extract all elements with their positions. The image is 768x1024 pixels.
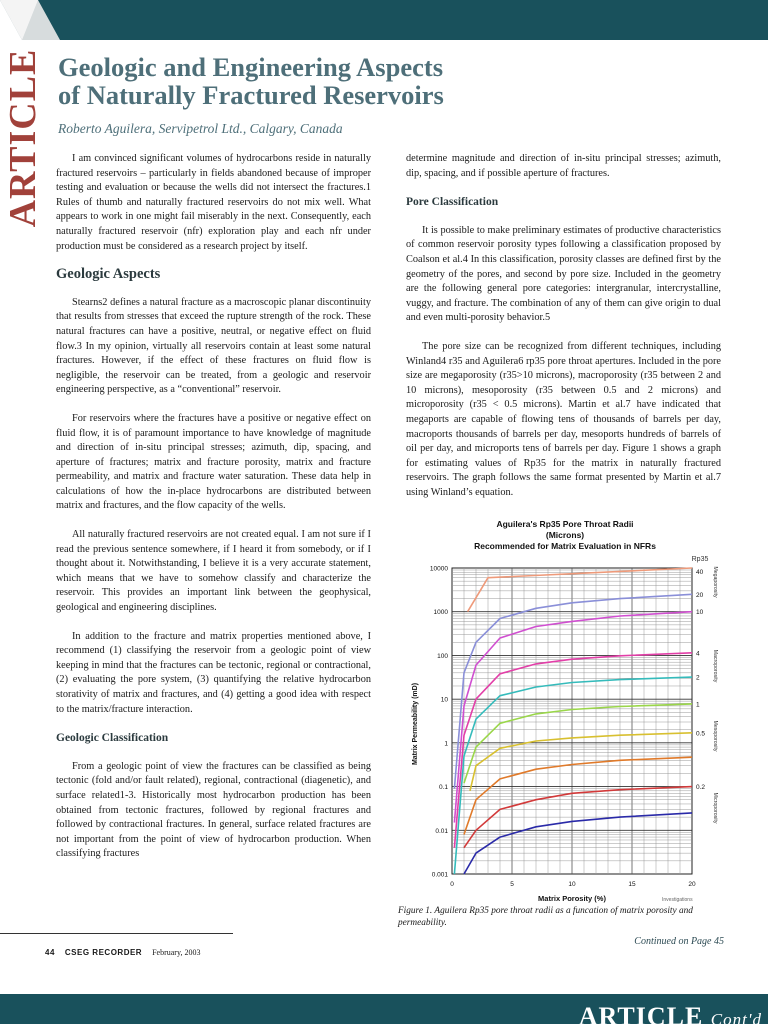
rp35-curve-label: 10 [696,609,704,617]
page-curl-graphic [0,0,60,40]
y-tick-label: 1 [444,740,448,748]
heading-pore-classification: Pore Classification [406,196,499,209]
paragraph-recommendation: In addition to the fracture and matrix properties mentioned above, I recommend (1) classifying the reservoir from a geologic point of view keeping in mind that the fractures can be tectonic, regional or contractional, (2) evaluating the pore system, (3) quantifying the relative hydrocarbon storativity of matrix and fractures, and (4) getting a good idea with respect to the matrix/fracture interaction. [56,630,371,715]
x-tick-label: 0 [450,881,454,888]
page-footer [45,948,200,957]
rp35-curve-label: 4 [696,650,700,658]
page-number: 44 [45,948,55,957]
chart-title-line2: (Microns) [545,530,585,540]
continued-note: Continued on Page 45 [634,936,724,947]
chart-right-axis-title: Rp35 [691,556,709,563]
porosity-class-label: Macroporosity [712,649,718,683]
figure-1-chart [400,516,730,906]
bottom-banner [0,994,768,1024]
author-line: Roberto Aguilera, Servipetrol Ltd., Calgary, Canada [58,121,343,136]
heading-geologic-classification: Geologic Classification [56,732,169,745]
y-tick-label: 0.001 [431,871,448,879]
figure-caption: Figure 1. Aguilera Rp35 pore throat radii as a funcation of matrix porosity and permeability. [398,906,693,928]
paragraph-not-created-equal: All naturally fractured reservoirs are not created equal. I am not sure if I read the previous sentence somewhere, if I heard it from somebody, or if I thought about it. Notwithstanding, I believe it is a very accurate statement, which means that we have to somehow classify and characterize the reservoir. This provides an important link between the geophysical, geological and engineering disciplines. [56,529,371,614]
paragraph-intro: I am convinced significant volumes of hydrocarbons reside in naturally fractured reservoirs – particularly in fields abandoned because of improper testing and evaluation or because the wells did not intersect the fractures.1 Rules of thumb and naturally fractured reservoirs do not mix well. What appears to work in one might fail miserably in the next. Consequently, each naturally fractured reservoir (nfr) exploration play and each nfr under production must be considered as a research project by itself. [56,153,371,252]
chart-x-axis-label: Matrix Porosity (%) [538,894,606,903]
paragraph-pore-classes: It is possible to make preliminary estimates of productive characteristics of common reservoir porosity types following a classification proposed by Coalson et al.4 In this classification, porosity classes are defined first by the geometry of the pores, and second by pore size. Included in the geometry are the following general pore categories: intergranular, intercrystalline, vuggy, and fracture. The combination of any of them can give origin to dual and even multi-porosity behavior.5 [406,224,721,324]
rp35-curve-label: 0.5 [696,730,706,738]
issue-date: February, 2003 [152,948,201,957]
x-tick-label: 10 [568,881,576,888]
article-title: Geologic and Engineering Aspects of Naturally Fractured Reservoirs [58,52,444,110]
heading-geologic-aspects: Geologic Aspects [56,266,161,283]
chart-y-axis-label: Matrix Permeability (mD) [412,682,419,766]
porosity-class-label: Mesoporosity [712,720,718,752]
y-tick-label: 100 [437,652,448,660]
y-tick-label: 0.01 [435,827,448,835]
paragraph-continued: determine magnitude and direction of in-situ principal stresses; azimuth, dip, spacing, and if possible aperture of fractures. [406,153,721,179]
side-article-label: ARTICLE [2,48,44,228]
footer-rule [0,933,233,934]
right-column [406,152,721,500]
y-tick-label: 1000 [433,609,448,617]
y-tick-label: 0.1 [438,784,448,792]
y-tick-label: 10000 [429,565,448,573]
paragraph-classification: From a geologic point of view the fractures can be classified as being tectonic (fold and/or fault related), regional, contractional (diagenetic), and surface related1-3. Historically most hydrocarbon production has been obtained from tectonic fractures, followed by regional fractures and followed by contractional fractures. In general, surface related fractures are not important from the point of view of hydrocarbon production. When classifying fractures [56,760,371,860]
x-tick-label: 20 [688,881,696,888]
publication-name: CSEG RECORDER [64,948,143,957]
rp35-curve-label: 2 [696,674,700,682]
top-banner [0,0,768,40]
bottom-banner-label: ARTICLE Cont'd [578,1002,762,1024]
porosity-class-label: Microporosity [712,792,718,824]
paragraph-stearns: Stearns2 defines a natural fracture as a macroscopic planar discontinuity that results from stresses that exceed the rupture strength of the rock. These natural fractures can have a positive, neutral, or negative effect on fluid flow.3 In my opinion, virtually all reservoirs contain at least some natural fractures. However, if the effect of these fractures on fluid flow is negligible, the reservoir can be treated, from a geologic and reservoir engineering perspective, as a “conventional” reservoir. [56,296,371,396]
paragraph-pore-size: The pore size can be recognized from different techniques, including Winland4 r35 and Aguilera6 rp35 pore throat apertures. Included in the pore size are megaporosity (r35>10 microns), macroporosity (r35 between 2 and 10 microns), mesoporosity (r35 between 0.5 and 2 microns) and microporosity (r35 < 0.5 microns). Martin et al.7 have indicated that megaports are capable of flowing tens of thousands of barrels per day, macroports thousands of barrels per day, mesoports hundreds of barrels of oil per day, and microports tens of barrels per day. Figure 1 shows a graph for estimating values of Rp35 for the matrix in naturally fractured reservoirs. The graph follows the same format presented by Martin et al.7 using Winland’s equation. [406,340,721,498]
chart-title-line1: Aguilera's Rp35 Pore Throat Radii [496,519,634,529]
rp35-curve-label: 40 [696,569,704,576]
rp35-curve-label: 1 [696,701,700,709]
x-tick-label: 15 [628,881,636,888]
chart-title-line3: Recommended for Matrix Evaluation in NFRs [474,541,656,551]
paragraph-positive-negative: For reservoirs where the fractures have a positive or negative effect on fluid flow, it is of paramount importance to have knowledge of magnitude and direction of in-situ principal stresses; azimuth, dip, spacing, and aperture of fractures; matrix and fracture porosity, matrix and fracture permeability, and matrix and fracture water saturation. These data help in calculations of how the in-place hydrocarbons are distributed between matrix and fractures, and the flow capacity of the wells. [56,412,371,512]
rp35-curve-label: 20 [696,591,704,599]
rp35-curve-label: 0.2 [696,784,706,792]
x-tick-label: 5 [510,881,514,888]
chart-watermark: Investigations [662,897,693,903]
y-tick-label: 10 [440,696,448,704]
porosity-class-label: Megaporosity [712,566,718,598]
left-column [56,152,371,862]
